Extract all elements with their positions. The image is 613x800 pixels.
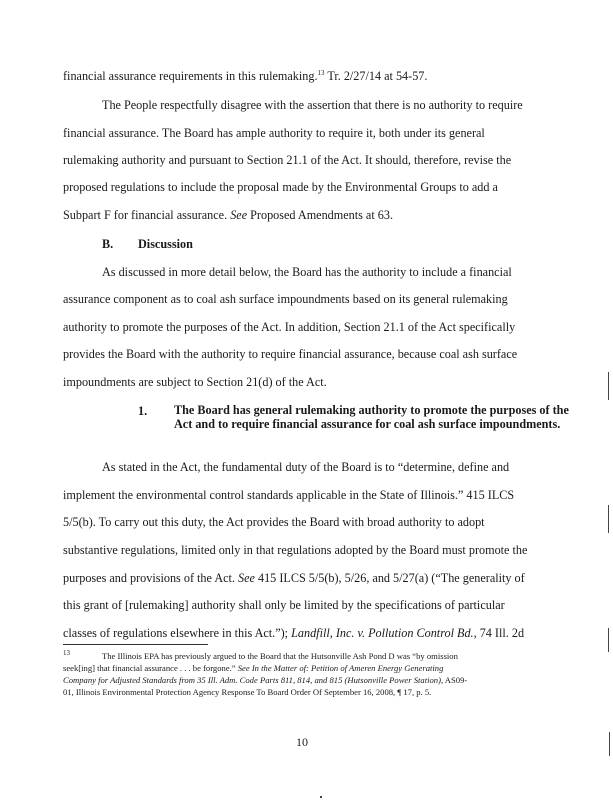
scan-mark — [609, 732, 610, 756]
body-line: As discussed in more detail below, the Board has the authority to include a financial — [102, 265, 512, 279]
body-line: proposed regulations to include the proposal made by the Environmental Groups to add a — [63, 180, 498, 194]
body-line: rulemaking authority and pursuant to Section 21.1 of the Act. It should, therefore, revise the — [63, 153, 512, 167]
scan-mark — [608, 505, 609, 533]
body-line: provides the Board with the authority to require financial assurance, because coal ash surface — [63, 347, 518, 361]
body-line: 5/5(b). To carry out this duty, the Act provides the Board with broad authority to adopt — [63, 515, 485, 529]
body-line: Subpart F for financial assurance. See Proposed Amendments at 63. — [63, 208, 394, 222]
subsection-number: 1. — [138, 404, 148, 418]
section-letter: B. — [102, 237, 114, 251]
section-heading: Discussion — [138, 237, 193, 251]
body-line: authority to promote the purposes of the Act. In addition, Section 21.1 of the Act specifically — [63, 320, 516, 334]
scan-mark — [608, 628, 609, 652]
body-line: implement the environmental control standards applicable in the State of Illinois.” 415 ILCS — [63, 488, 515, 502]
body-line: The People respectfully disagree with the assertion that there is no authority to require — [102, 98, 523, 112]
footnote-line: Company for Adjusted Standards from 35 Ill. Adm. Code Parts 811, 814, and 815 (Hutsonville Power Station), AS09- — [63, 675, 468, 685]
scan-speck — [320, 796, 322, 798]
footnote-divider — [63, 644, 208, 645]
body-line: this grant of [rulemaking] authority shall only be limited by the specifications of particular — [63, 598, 505, 612]
footnote-ref[interactable]: 13 — [317, 68, 325, 77]
body-line: financial assurance. The Board has ample authority to require it, both under its general — [63, 126, 485, 140]
subsection-heading: The Board has general rulemaking authority to promote the purposes of the Act and to require financial assurance for coal ash surface impoundments. — [174, 403, 569, 431]
footnote-line: seek[ing] that financial assurance . . . be forgone.” See In the Matter of: Petition of Ameren Energy Generating — [63, 663, 444, 673]
body-line: financial assurance requirements in this rulemaking.$^{13}$ Tr. 2/27/14 at 54-57. — [63, 68, 428, 83]
footnote-line: 01, Illinois Environmental Protection Agency Response To Board Order Of September 16, 2008, ¶ 17, p. 5. — [63, 687, 432, 697]
body-line: purposes and provisions of the Act. See 415 ILCS 5/5(b), 5/26, and 5/27(a) (“The generality of — [63, 571, 525, 585]
body-line: As stated in the Act, the fundamental duty of the Board is to “determine, define and — [102, 460, 510, 474]
body-line: classes of regulations elsewhere in this Act.”); Landfill, Inc. v. Pollution Control Bd., 74 Ill. 2d — [63, 626, 525, 640]
page-number: 10 — [296, 735, 308, 749]
scan-mark — [608, 372, 609, 400]
body-line: substantive regulations, limited only in that regulations adopted by the Board must promote the — [63, 543, 528, 557]
footnote-number: 13 — [63, 649, 70, 658]
footnote-line: The Illinois EPA has previously argued to the Board that the Hutsonville Ash Pond D was “by omission — [102, 651, 458, 661]
body-line: impoundments are subject to Section 21(d) of the Act. — [63, 375, 327, 389]
body-line: assurance component as to coal ash surface impoundments based on its general rulemaking — [63, 292, 508, 306]
